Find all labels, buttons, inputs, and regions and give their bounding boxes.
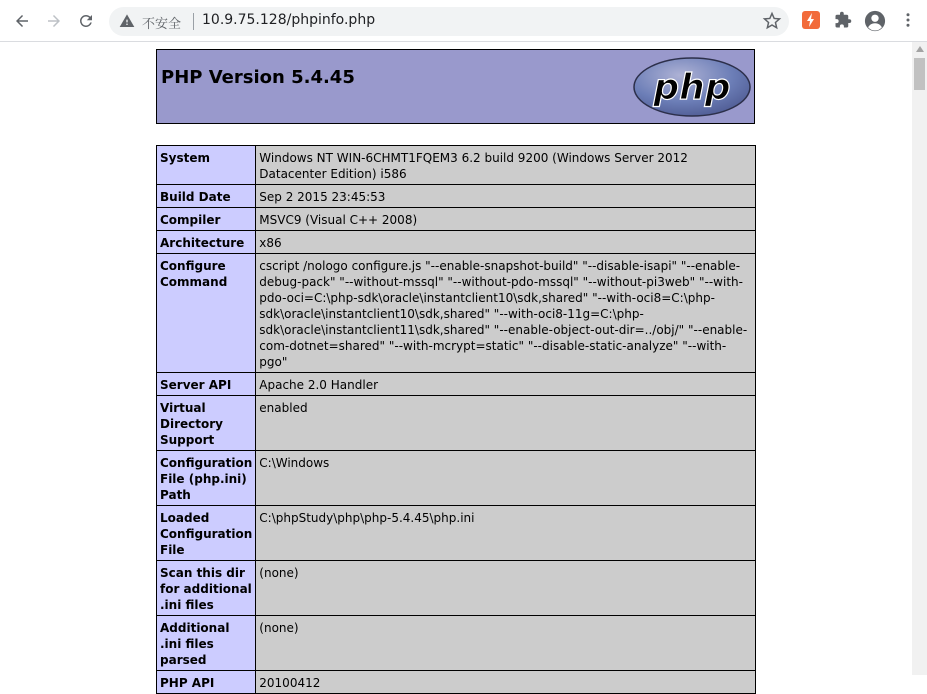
table-row [157,373,756,396]
phpinfo-table [156,145,756,694]
security-label[interactable]: 不安全 [142,17,182,32]
table-row [157,185,756,208]
address-divider [193,13,194,30]
php-logo[interactable] [632,56,752,118]
table-row [157,146,756,185]
warning-icon [119,13,135,29]
row-value: C:\Windows [256,451,756,506]
profile-avatar-icon[interactable] [864,10,886,32]
table-row [157,231,756,254]
row-value: Sep 2 2015 23:45:53 [256,185,756,208]
row-value: cscript /nologo configure.js "--enable-snapshot-build" "--disable-isapi" "--enable-debug-pack" "--without-mssql" "--without-pdo-mssql" "--without-pi3web" "--with-pdo-oci=C:\php-sdk\oracle\instantclient10\sdk,shared" "--with-oci8=C:\php-sdk\oracle\instantclient10\sdk,shared" "--with-oci8-11g=C:\php-sdk\oracle\instantclient11\sdk,shared" "--enable-object-out-dir=../obj/" "--enable-com-dotnet=shared" "--with-mcrypt=static" "--disable-static-analyze" "--with-pgo" [256,254,756,373]
extensions-puzzle-icon[interactable] [834,11,854,31]
address-bar[interactable] [109,7,789,36]
reload-button[interactable] [72,7,100,35]
row-value: Apache 2.0 Handler [256,373,756,396]
page-scrollbar[interactable] [912,42,927,675]
reload-icon [77,12,95,30]
table-row [157,506,756,561]
row-value: x86 [256,231,756,254]
row-key: Scan this dir for additional .ini files [157,561,256,616]
row-value: 20100412 [256,671,756,694]
table-row [157,561,756,616]
page-content [0,42,912,690]
row-key: Configure Command [157,254,256,373]
browser-menu-icon[interactable] [899,11,919,31]
row-value: Windows NT WIN-6CHMT1FQEM3 6.2 build 9200 (Windows Server 2012 Datacenter Edition) i586 [256,146,756,185]
url-text[interactable]: 10.9.75.128/phpinfo.php [202,12,376,28]
table-row [157,396,756,451]
row-value: (none) [256,616,756,671]
page-title: PHP Version 5.4.45 [161,67,355,88]
extension-lightning-icon[interactable] [802,11,822,31]
scroll-up-arrow-icon[interactable] [912,42,927,56]
phpinfo-header [156,49,755,124]
row-key: Loaded Configuration File [157,506,256,561]
row-key: Virtual Directory Support [157,396,256,451]
row-value: enabled [256,396,756,451]
table-row [157,208,756,231]
row-key: PHP API [157,671,256,694]
row-key: Build Date [157,185,256,208]
table-row [157,451,756,506]
row-key: Additional .ini files parsed [157,616,256,671]
row-value: MSVC9 (Visual C++ 2008) [256,208,756,231]
forward-button[interactable] [40,7,68,35]
row-key: Configuration File (php.ini) Path [157,451,256,506]
scroll-thumb[interactable] [914,58,925,90]
row-value: (none) [256,561,756,616]
back-arrow-icon [13,12,31,30]
table-row [157,671,756,694]
browser-toolbar [0,0,927,42]
row-key: Architecture [157,231,256,254]
forward-arrow-icon [45,12,63,30]
svg-text:php: php [653,67,731,108]
bookmark-star-icon[interactable] [763,12,781,30]
row-key: System [157,146,256,185]
row-key: Compiler [157,208,256,231]
row-key: Server API [157,373,256,396]
table-row [157,616,756,671]
back-button[interactable] [8,7,36,35]
row-value: C:\phpStudy\php\php-5.4.45\php.ini [256,506,756,561]
table-row [157,254,756,373]
